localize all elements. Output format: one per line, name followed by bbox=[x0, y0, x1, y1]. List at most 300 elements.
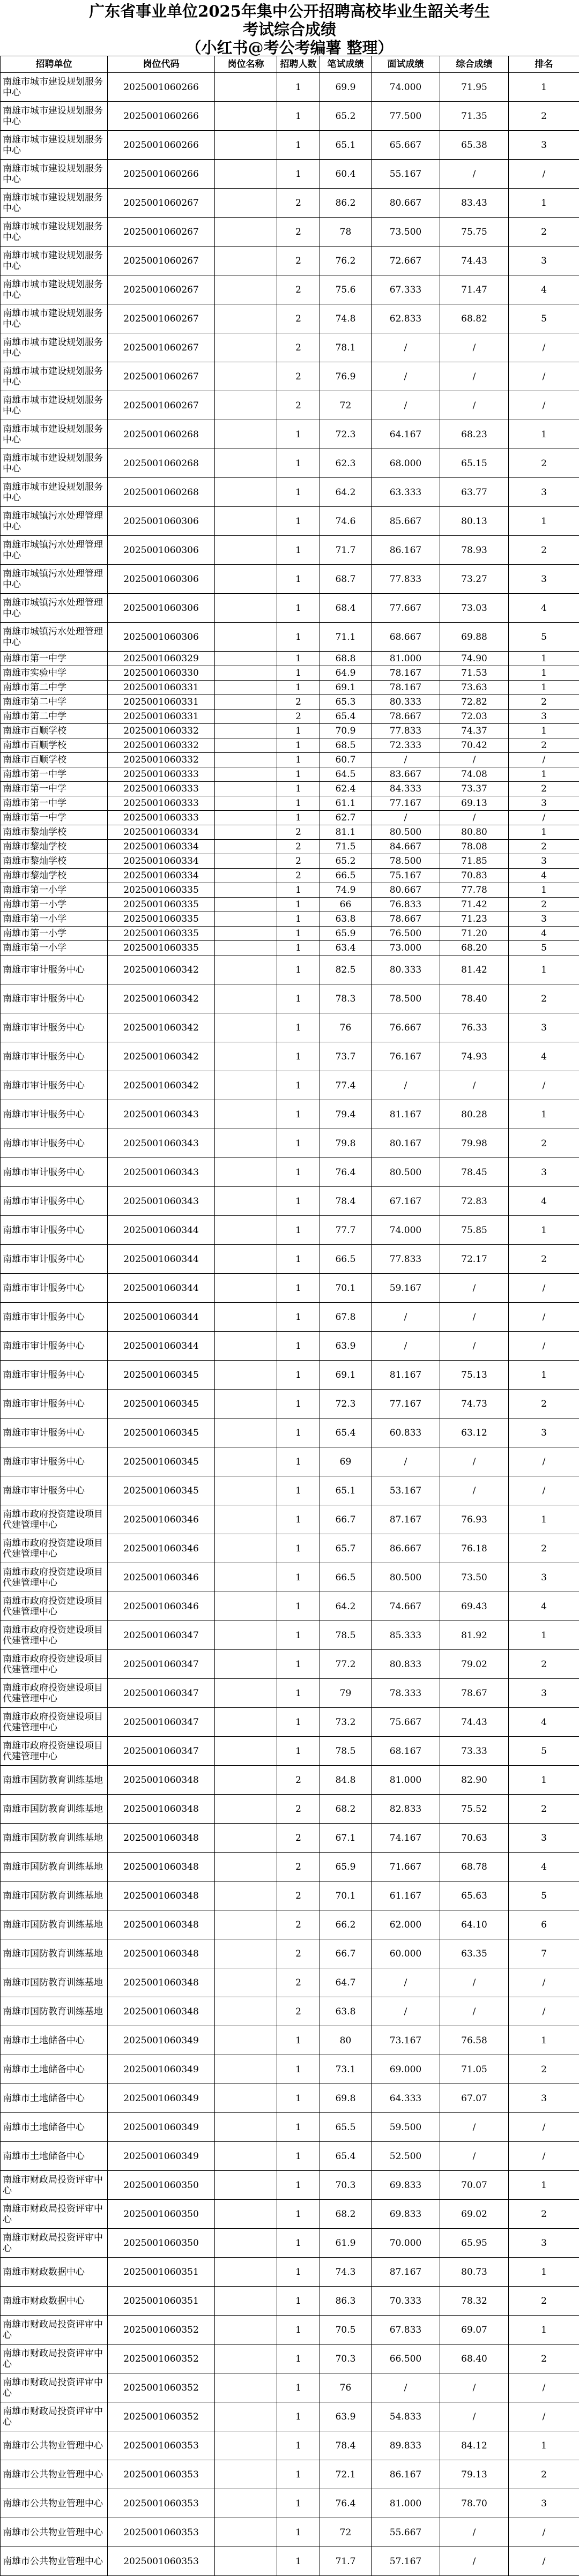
col-header-total: 综合成绩 bbox=[440, 56, 509, 73]
cell-unit: 南雄市黎灿学校 bbox=[1, 854, 108, 869]
cell-total: 71.35 bbox=[440, 102, 509, 131]
cell-interview: / bbox=[372, 753, 440, 767]
cell-unit: 南雄市土地储备中心 bbox=[1, 2084, 108, 2113]
cell-position bbox=[215, 1100, 277, 1129]
cell-interview: 80.500 bbox=[372, 1563, 440, 1592]
cell-position bbox=[215, 854, 277, 869]
cell-code: 2025001060344 bbox=[108, 1245, 215, 1274]
cell-rank: 1 bbox=[509, 2316, 579, 2344]
cell-unit: 南雄市第一中学 bbox=[1, 782, 108, 796]
cell-rank: 2 bbox=[509, 898, 579, 912]
cell-code: 2025001060345 bbox=[108, 1447, 215, 1476]
cell-code: 2025001060331 bbox=[108, 681, 215, 695]
cell-total: 69.13 bbox=[440, 796, 509, 811]
cell-code: 2025001060343 bbox=[108, 1158, 215, 1187]
cell-code: 2025001060352 bbox=[108, 2344, 215, 2373]
cell-quota: 1 bbox=[277, 738, 320, 753]
cell-written: 72.1 bbox=[320, 2460, 372, 2489]
cell-interview: 68.167 bbox=[372, 1737, 440, 1766]
cell-unit: 南雄市黎灿学校 bbox=[1, 840, 108, 854]
table-row bbox=[1, 1361, 579, 1390]
cell-written: 68.8 bbox=[320, 652, 372, 666]
cell-total: 71.20 bbox=[440, 927, 509, 941]
cell-unit: 南雄市城镇污水处理管理中心 bbox=[1, 565, 108, 594]
cell-rank: 3 bbox=[509, 1563, 579, 1592]
cell-total: 80.13 bbox=[440, 507, 509, 536]
cell-total: 65.15 bbox=[440, 449, 509, 478]
table-row bbox=[1, 1390, 579, 1418]
cell-position bbox=[215, 955, 277, 984]
cell-position bbox=[215, 2518, 277, 2547]
page-header bbox=[0, 0, 579, 56]
cell-position bbox=[215, 2460, 277, 2489]
cell-unit: 南雄市百顺学校 bbox=[1, 724, 108, 738]
cell-position bbox=[215, 449, 277, 478]
cell-interview: 85.333 bbox=[372, 1621, 440, 1650]
cell-written: 76 bbox=[320, 2373, 372, 2402]
cell-unit: 南雄市第一小学 bbox=[1, 941, 108, 955]
cell-total: 76.18 bbox=[440, 1534, 509, 1563]
table-row bbox=[1, 1650, 579, 1679]
cell-written: 79.4 bbox=[320, 1100, 372, 1129]
cell-total: 72.17 bbox=[440, 1245, 509, 1274]
cell-code: 2025001060346 bbox=[108, 1505, 215, 1534]
cell-quota: 1 bbox=[277, 507, 320, 536]
cell-quota: 1 bbox=[277, 131, 320, 160]
cell-total: / bbox=[440, 2373, 509, 2402]
cell-rank: / bbox=[509, 1447, 579, 1476]
cell-total: 78.70 bbox=[440, 2489, 509, 2518]
table-row bbox=[1, 955, 579, 984]
cell-code: 2025001060344 bbox=[108, 1274, 215, 1303]
cell-code: 2025001060347 bbox=[108, 1737, 215, 1766]
cell-interview: 74.667 bbox=[372, 1592, 440, 1621]
cell-total: 78.08 bbox=[440, 840, 509, 854]
table-row bbox=[1, 1071, 579, 1100]
cell-code: 2025001060333 bbox=[108, 782, 215, 796]
cell-interview: 78.333 bbox=[372, 1679, 440, 1708]
table-row bbox=[1, 449, 579, 478]
cell-position bbox=[215, 782, 277, 796]
cell-unit: 南雄市财政局投资评审中心 bbox=[1, 2344, 108, 2373]
table-row bbox=[1, 753, 579, 767]
cell-unit: 南雄市第二中学 bbox=[1, 695, 108, 710]
cell-rank: 2 bbox=[509, 2287, 579, 2316]
cell-position bbox=[215, 1853, 277, 1881]
cell-unit: 南雄市公共物业管理中心 bbox=[1, 2547, 108, 2576]
cell-interview: 80.333 bbox=[372, 695, 440, 710]
cell-rank: 4 bbox=[509, 1187, 579, 1216]
cell-interview: 75.167 bbox=[372, 869, 440, 883]
cell-interview: / bbox=[372, 1332, 440, 1361]
cell-rank: / bbox=[509, 2142, 579, 2171]
cell-position bbox=[215, 2373, 277, 2402]
cell-rank: 3 bbox=[509, 565, 579, 594]
cell-interview: 81.000 bbox=[372, 652, 440, 666]
table-row bbox=[1, 927, 579, 941]
cell-position bbox=[215, 1708, 277, 1737]
cell-rank: 2 bbox=[509, 102, 579, 131]
cell-total: 73.33 bbox=[440, 1737, 509, 1766]
cell-rank: 4 bbox=[509, 1708, 579, 1737]
cell-code: 2025001060351 bbox=[108, 2287, 215, 2316]
cell-total: 76.58 bbox=[440, 2026, 509, 2055]
cell-unit: 南雄市政府投资建设项目代建管理中心 bbox=[1, 1621, 108, 1650]
cell-quota: 1 bbox=[277, 753, 320, 767]
cell-written: 72 bbox=[320, 391, 372, 420]
cell-code: 2025001060266 bbox=[108, 102, 215, 131]
cell-rank: 3 bbox=[509, 796, 579, 811]
cell-quota: 1 bbox=[277, 883, 320, 898]
cell-position bbox=[215, 869, 277, 883]
cell-rank: 4 bbox=[509, 1592, 579, 1621]
cell-quota: 1 bbox=[277, 2431, 320, 2460]
cell-quota: 2 bbox=[277, 391, 320, 420]
cell-total: 63.77 bbox=[440, 478, 509, 507]
cell-interview: 69.833 bbox=[372, 2171, 440, 2200]
cell-written: 81.1 bbox=[320, 825, 372, 840]
cell-total: 76.93 bbox=[440, 1505, 509, 1534]
cell-quota: 2 bbox=[277, 869, 320, 883]
table-row bbox=[1, 666, 579, 681]
table-row bbox=[1, 782, 579, 796]
cell-interview: 62.000 bbox=[372, 1910, 440, 1939]
cell-written: 71.7 bbox=[320, 2547, 372, 2576]
cell-quota: 1 bbox=[277, 912, 320, 927]
cell-quota: 1 bbox=[277, 1621, 320, 1650]
cell-code: 2025001060335 bbox=[108, 883, 215, 898]
cell-written: 69.8 bbox=[320, 2084, 372, 2113]
cell-code: 2025001060267 bbox=[108, 275, 215, 304]
cell-total: 63.35 bbox=[440, 1939, 509, 1968]
cell-written: 66.5 bbox=[320, 1245, 372, 1274]
cell-total: 73.63 bbox=[440, 681, 509, 695]
cell-total: 76.33 bbox=[440, 1013, 509, 1042]
cell-position bbox=[215, 1447, 277, 1476]
cell-quota: 1 bbox=[277, 73, 320, 102]
table-row bbox=[1, 2431, 579, 2460]
cell-code: 2025001060267 bbox=[108, 218, 215, 247]
cell-quota: 1 bbox=[277, 1042, 320, 1071]
cell-total: 70.63 bbox=[440, 1824, 509, 1853]
table-header-row bbox=[1, 56, 579, 73]
cell-quota: 1 bbox=[277, 1679, 320, 1708]
cell-total: 73.27 bbox=[440, 565, 509, 594]
cell-unit: 南雄市政府投资建设项目代建管理中心 bbox=[1, 1679, 108, 1708]
cell-code: 2025001060266 bbox=[108, 73, 215, 102]
cell-code: 2025001060306 bbox=[108, 507, 215, 536]
cell-written: 66.5 bbox=[320, 1563, 372, 1592]
cell-position bbox=[215, 536, 277, 565]
cell-position bbox=[215, 73, 277, 102]
table-row bbox=[1, 2547, 579, 2576]
cell-interview: 53.167 bbox=[372, 1476, 440, 1505]
cell-rank: 3 bbox=[509, 1158, 579, 1187]
cell-position bbox=[215, 1476, 277, 1505]
cell-unit: 南雄市第二中学 bbox=[1, 681, 108, 695]
cell-rank: 2 bbox=[509, 1650, 579, 1679]
cell-interview: / bbox=[372, 391, 440, 420]
cell-total: 70.07 bbox=[440, 2171, 509, 2200]
cell-unit: 南雄市财政局投资评审中心 bbox=[1, 2316, 108, 2344]
cell-quota: 1 bbox=[277, 1129, 320, 1158]
cell-unit: 南雄市百顺学校 bbox=[1, 738, 108, 753]
cell-total: / bbox=[440, 811, 509, 825]
cell-interview: 74.000 bbox=[372, 73, 440, 102]
cell-interview: 81.000 bbox=[372, 2489, 440, 2518]
cell-code: 2025001060353 bbox=[108, 2489, 215, 2518]
cell-written: 74.3 bbox=[320, 2258, 372, 2287]
cell-position bbox=[215, 1650, 277, 1679]
cell-position bbox=[215, 695, 277, 710]
cell-unit: 南雄市第一小学 bbox=[1, 927, 108, 941]
table-row bbox=[1, 1216, 579, 1245]
cell-position bbox=[215, 1505, 277, 1534]
cell-written: 66.7 bbox=[320, 1939, 372, 1968]
cell-written: 78.3 bbox=[320, 984, 372, 1013]
cell-rank: 1 bbox=[509, 1621, 579, 1650]
cell-written: 74.9 bbox=[320, 883, 372, 898]
cell-position bbox=[215, 1245, 277, 1274]
cell-total: 68.82 bbox=[440, 304, 509, 333]
cell-written: 64.9 bbox=[320, 666, 372, 681]
cell-interview: 80.667 bbox=[372, 883, 440, 898]
cell-total: 74.93 bbox=[440, 1042, 509, 1071]
cell-total: 74.37 bbox=[440, 724, 509, 738]
cell-quota: 2 bbox=[277, 1910, 320, 1939]
cell-code: 2025001060306 bbox=[108, 565, 215, 594]
cell-interview: 67.167 bbox=[372, 1187, 440, 1216]
cell-quota: 2 bbox=[277, 304, 320, 333]
cell-rank: 3 bbox=[509, 1013, 579, 1042]
cell-total: 71.53 bbox=[440, 666, 509, 681]
cell-written: 79 bbox=[320, 1679, 372, 1708]
cell-position bbox=[215, 1592, 277, 1621]
cell-written: 62.4 bbox=[320, 782, 372, 796]
cell-quota: 2 bbox=[277, 825, 320, 840]
cell-rank: 1 bbox=[509, 1100, 579, 1129]
cell-total: / bbox=[440, 1303, 509, 1332]
cell-written: 60.7 bbox=[320, 753, 372, 767]
cell-position bbox=[215, 1534, 277, 1563]
cell-interview: 77.500 bbox=[372, 102, 440, 131]
cell-position bbox=[215, 984, 277, 1013]
cell-written: 72.3 bbox=[320, 1390, 372, 1418]
cell-unit: 南雄市政府投资建设项目代建管理中心 bbox=[1, 1534, 108, 1563]
cell-rank: 4 bbox=[509, 1042, 579, 1071]
cell-interview: 65.667 bbox=[372, 131, 440, 160]
cell-unit: 南雄市第一小学 bbox=[1, 898, 108, 912]
table-row bbox=[1, 2026, 579, 2055]
cell-position bbox=[215, 1274, 277, 1303]
cell-rank: 2 bbox=[509, 1795, 579, 1824]
cell-quota: 1 bbox=[277, 420, 320, 449]
table-row bbox=[1, 1737, 579, 1766]
cell-interview: 89.833 bbox=[372, 2431, 440, 2460]
cell-quota: 1 bbox=[277, 2316, 320, 2344]
cell-quota: 1 bbox=[277, 1274, 320, 1303]
cell-total: / bbox=[440, 1476, 509, 1505]
cell-written: 82.5 bbox=[320, 955, 372, 984]
cell-interview: 69.000 bbox=[372, 2055, 440, 2084]
table-row bbox=[1, 1013, 579, 1042]
cell-interview: 68.667 bbox=[372, 623, 440, 652]
cell-position bbox=[215, 767, 277, 782]
cell-unit: 南雄市国防教育训练基地 bbox=[1, 1997, 108, 2026]
cell-unit: 南雄市城镇污水处理管理中心 bbox=[1, 623, 108, 652]
table-row bbox=[1, 1766, 579, 1795]
cell-unit: 南雄市财政数据中心 bbox=[1, 2287, 108, 2316]
cell-total: 67.07 bbox=[440, 2084, 509, 2113]
table-row bbox=[1, 1824, 579, 1853]
cell-code: 2025001060342 bbox=[108, 1071, 215, 1100]
cell-written: 71.5 bbox=[320, 840, 372, 854]
cell-unit: 南雄市国防教育训练基地 bbox=[1, 1881, 108, 1910]
cell-position bbox=[215, 565, 277, 594]
cell-position bbox=[215, 1737, 277, 1766]
cell-total: 83.43 bbox=[440, 189, 509, 218]
cell-rank: 1 bbox=[509, 2171, 579, 2200]
cell-rank: / bbox=[509, 2402, 579, 2431]
cell-unit: 南雄市城市建设规划服务中心 bbox=[1, 160, 108, 189]
cell-unit: 南雄市城市建设规划服务中心 bbox=[1, 218, 108, 247]
cell-written: 78 bbox=[320, 218, 372, 247]
cell-code: 2025001060331 bbox=[108, 710, 215, 724]
cell-interview: 72.667 bbox=[372, 247, 440, 275]
table-row bbox=[1, 1505, 579, 1534]
table-row bbox=[1, 1042, 579, 1071]
cell-position bbox=[215, 710, 277, 724]
cell-code: 2025001060349 bbox=[108, 2142, 215, 2171]
cell-total: 71.47 bbox=[440, 275, 509, 304]
col-header-code: 岗位代码 bbox=[108, 56, 215, 73]
table-row bbox=[1, 898, 579, 912]
cell-interview: / bbox=[372, 1303, 440, 1332]
cell-quota: 1 bbox=[277, 2171, 320, 2200]
cell-rank: 2 bbox=[509, 1129, 579, 1158]
cell-rank: 2 bbox=[509, 738, 579, 753]
cell-position bbox=[215, 738, 277, 753]
cell-quota: 1 bbox=[277, 1447, 320, 1476]
cell-total: 81.42 bbox=[440, 955, 509, 984]
cell-quota: 1 bbox=[277, 2229, 320, 2258]
cell-written: 76.9 bbox=[320, 362, 372, 391]
cell-rank: 3 bbox=[509, 912, 579, 927]
cell-written: 77.4 bbox=[320, 1071, 372, 1100]
col-header-written: 笔试成绩 bbox=[320, 56, 372, 73]
cell-interview: 78.167 bbox=[372, 666, 440, 681]
cell-position bbox=[215, 652, 277, 666]
cell-interview: 74.000 bbox=[372, 1216, 440, 1245]
cell-written: 65.1 bbox=[320, 131, 372, 160]
cell-quota: 1 bbox=[277, 2402, 320, 2431]
cell-written: 64.5 bbox=[320, 767, 372, 782]
cell-unit: 南雄市黎灿学校 bbox=[1, 869, 108, 883]
cell-unit: 南雄市城市建设规划服务中心 bbox=[1, 131, 108, 160]
cell-rank: 1 bbox=[509, 1505, 579, 1534]
cell-quota: 1 bbox=[277, 811, 320, 825]
cell-position bbox=[215, 391, 277, 420]
table-row bbox=[1, 984, 579, 1013]
cell-position bbox=[215, 2316, 277, 2344]
cell-total: 73.37 bbox=[440, 782, 509, 796]
cell-rank: 3 bbox=[509, 478, 579, 507]
cell-total: 69.02 bbox=[440, 2200, 509, 2229]
cell-quota: 1 bbox=[277, 941, 320, 955]
cell-written: 80 bbox=[320, 2026, 372, 2055]
cell-written: 63.9 bbox=[320, 1332, 372, 1361]
cell-position bbox=[215, 681, 277, 695]
cell-interview: 86.167 bbox=[372, 2460, 440, 2489]
cell-position bbox=[215, 478, 277, 507]
cell-written: 78.1 bbox=[320, 333, 372, 362]
cell-rank: 3 bbox=[509, 854, 579, 869]
cell-code: 2025001060342 bbox=[108, 1013, 215, 1042]
cell-written: 68.4 bbox=[320, 594, 372, 623]
cell-quota: 1 bbox=[277, 2200, 320, 2229]
cell-rank: 4 bbox=[509, 275, 579, 304]
table-row bbox=[1, 304, 579, 333]
cell-written: 67.1 bbox=[320, 1824, 372, 1853]
cell-position bbox=[215, 1390, 277, 1418]
cell-interview: 78.500 bbox=[372, 854, 440, 869]
cell-total: / bbox=[440, 2402, 509, 2431]
cell-unit: 南雄市第二中学 bbox=[1, 710, 108, 724]
cell-code: 2025001060352 bbox=[108, 2373, 215, 2402]
cell-written: 76.4 bbox=[320, 1158, 372, 1187]
cell-code: 2025001060346 bbox=[108, 1563, 215, 1592]
cell-quota: 1 bbox=[277, 565, 320, 594]
cell-code: 2025001060335 bbox=[108, 912, 215, 927]
cell-rank: 6 bbox=[509, 1910, 579, 1939]
cell-code: 2025001060344 bbox=[108, 1303, 215, 1332]
table-row bbox=[1, 912, 579, 927]
cell-interview: / bbox=[372, 1997, 440, 2026]
cell-interview: 77.833 bbox=[372, 724, 440, 738]
cell-quota: 1 bbox=[277, 449, 320, 478]
cell-quota: 2 bbox=[277, 247, 320, 275]
cell-rank: / bbox=[509, 160, 579, 189]
cell-code: 2025001060349 bbox=[108, 2026, 215, 2055]
cell-rank: 1 bbox=[509, 681, 579, 695]
table-row bbox=[1, 2229, 579, 2258]
cell-rank: / bbox=[509, 2373, 579, 2402]
cell-total: 68.40 bbox=[440, 2344, 509, 2373]
cell-position bbox=[215, 1158, 277, 1187]
cell-rank: 4 bbox=[509, 1853, 579, 1881]
cell-unit: 南雄市第一小学 bbox=[1, 883, 108, 898]
cell-written: 86.2 bbox=[320, 189, 372, 218]
cell-interview: 63.333 bbox=[372, 478, 440, 507]
cell-total: 78.67 bbox=[440, 1679, 509, 1708]
table-row bbox=[1, 1708, 579, 1737]
cell-total: / bbox=[440, 391, 509, 420]
cell-total: 78.32 bbox=[440, 2287, 509, 2316]
cell-unit: 南雄市公共物业管理中心 bbox=[1, 2431, 108, 2460]
cell-total: 75.13 bbox=[440, 1361, 509, 1390]
cell-total: 70.83 bbox=[440, 869, 509, 883]
cell-interview: 73.167 bbox=[372, 2026, 440, 2055]
cell-position bbox=[215, 898, 277, 912]
cell-code: 2025001060343 bbox=[108, 1129, 215, 1158]
cell-position bbox=[215, 1939, 277, 1968]
cell-quota: 1 bbox=[277, 2489, 320, 2518]
cell-unit: 南雄市城镇污水处理管理中心 bbox=[1, 594, 108, 623]
cell-unit: 南雄市百顺学校 bbox=[1, 753, 108, 767]
cell-quota: 1 bbox=[277, 1650, 320, 1679]
cell-rank: 4 bbox=[509, 869, 579, 883]
cell-interview: 71.667 bbox=[372, 1853, 440, 1881]
